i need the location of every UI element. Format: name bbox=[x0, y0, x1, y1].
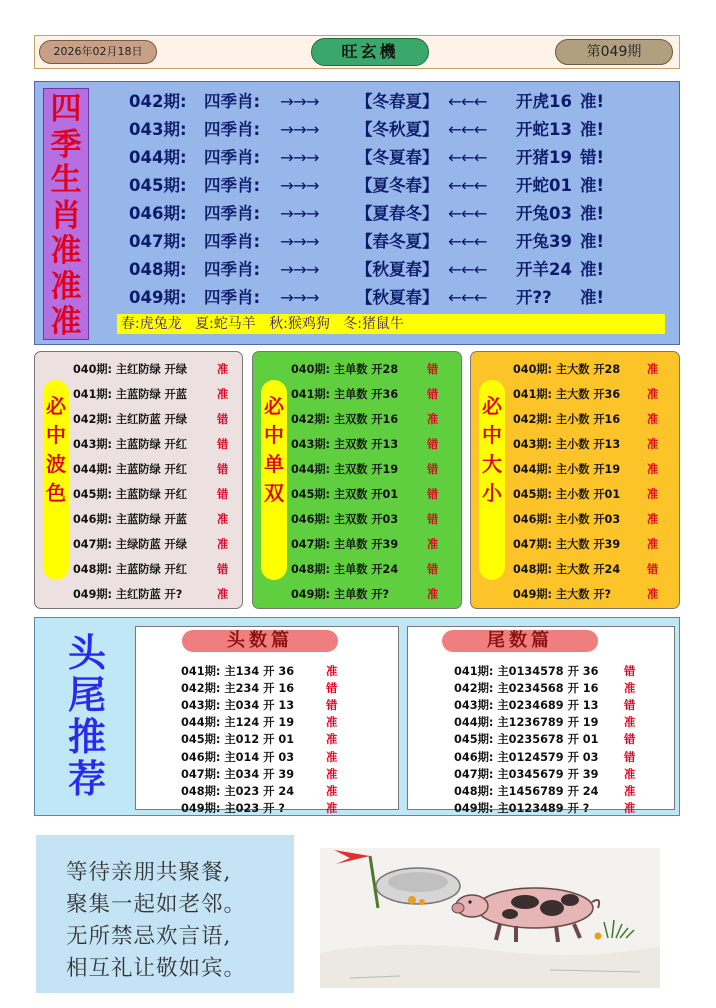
result-badge: 准 bbox=[624, 784, 636, 798]
list-item-text: 045期: 主小数 开01 bbox=[513, 488, 621, 501]
list-item-text: 042期: 主小数 开16 bbox=[513, 413, 621, 426]
result-badge: 错 bbox=[624, 750, 636, 764]
list-item-text: 042期: 主双数 开16 bbox=[291, 413, 399, 426]
list-item bbox=[291, 382, 439, 407]
arrow-right-icon: →→→ bbox=[280, 260, 319, 279]
label-char: 小 bbox=[482, 481, 502, 505]
list-item-text: 040期: 主红防绿 开绿 bbox=[73, 363, 187, 376]
arrow-right-icon: →→→ bbox=[280, 232, 319, 251]
list-item bbox=[181, 766, 338, 783]
list-item-text: 045期: 主012 开 01 bbox=[181, 733, 295, 747]
label-char: 荐 bbox=[67, 756, 106, 801]
result-badge: 准 bbox=[647, 463, 659, 476]
list-item bbox=[513, 582, 659, 607]
odd-even-box bbox=[252, 351, 462, 609]
list-item bbox=[291, 482, 439, 507]
list-item bbox=[181, 714, 338, 731]
label-char: 准 bbox=[50, 233, 82, 269]
list-item bbox=[73, 507, 229, 532]
season-row-open: 开蛇01 bbox=[516, 176, 572, 195]
result-badge: 准 bbox=[647, 438, 659, 451]
list-item-text: 048期: 主023 开 24 bbox=[181, 784, 295, 798]
list-item bbox=[291, 457, 439, 482]
result-badge: 错 bbox=[427, 563, 439, 576]
list-item bbox=[181, 697, 338, 714]
season-row-label: 四季肖: bbox=[204, 148, 261, 167]
poem-line: 等待亲朋共聚餐, bbox=[66, 860, 232, 885]
season-row-seasons: 【冬夏春】 bbox=[356, 148, 439, 167]
list-item-text: 049期: 主023 开 ? bbox=[181, 801, 285, 815]
result-badge: 准 bbox=[326, 767, 338, 781]
list-item-text: 048期: 主蓝防绿 开红 bbox=[73, 563, 187, 576]
result-badge: 错 bbox=[647, 563, 659, 576]
list-item bbox=[513, 482, 659, 507]
result-badge: 准 bbox=[647, 388, 659, 401]
label-char: 双 bbox=[264, 481, 284, 505]
list-item bbox=[291, 432, 439, 457]
arrow-right-icon: →→→ bbox=[280, 148, 319, 167]
season-row-issue: 043期: bbox=[129, 120, 187, 139]
season-row-result: 准! bbox=[580, 288, 605, 307]
list-item bbox=[513, 532, 659, 557]
result-badge: 错 bbox=[624, 699, 636, 713]
result-badge: 错 bbox=[427, 363, 439, 376]
list-item-text: 042期: 主红防蓝 开绿 bbox=[73, 413, 187, 426]
result-badge: 准 bbox=[326, 784, 338, 798]
result-badge: 准 bbox=[647, 488, 659, 501]
season-row-label: 四季肖: bbox=[204, 232, 261, 251]
label-char: 准 bbox=[50, 304, 82, 340]
result-badge: 错 bbox=[217, 463, 229, 476]
arrow-left-icon: ←←← bbox=[448, 204, 487, 223]
result-badge: 错 bbox=[427, 388, 439, 401]
result-badge: 错 bbox=[217, 438, 229, 451]
list-item-text: 041期: 主大数 开36 bbox=[513, 388, 621, 401]
list-item-text: 040期: 主大数 开28 bbox=[513, 363, 621, 376]
season-row-open: 开?? bbox=[516, 288, 552, 307]
result-badge: 错 bbox=[427, 463, 439, 476]
list-item bbox=[181, 680, 338, 697]
list-item bbox=[454, 731, 636, 748]
season-row-result: 准! bbox=[580, 120, 605, 139]
list-item bbox=[291, 407, 439, 432]
list-item bbox=[454, 680, 636, 697]
list-item bbox=[513, 457, 659, 482]
season-row-result: 错! bbox=[580, 148, 605, 167]
list-item-text: 046期: 主双数 开03 bbox=[291, 513, 399, 526]
result-badge: 准 bbox=[217, 363, 229, 376]
season-row bbox=[129, 88, 604, 115]
result-badge: 准 bbox=[647, 588, 659, 601]
result-badge: 准 bbox=[624, 716, 636, 730]
list-item-text: 046期: 主蓝防绿 开蓝 bbox=[73, 513, 187, 526]
list-item bbox=[73, 407, 229, 432]
arrow-left-icon: ←←← bbox=[448, 120, 487, 139]
arrow-left-icon: ←←← bbox=[448, 148, 487, 167]
result-badge: 错 bbox=[217, 488, 229, 501]
label-char: 波 bbox=[46, 452, 66, 476]
tail-number-box bbox=[407, 626, 675, 815]
head-number-box bbox=[135, 626, 399, 815]
list-item-text: 047期: 主单数 开39 bbox=[291, 538, 399, 551]
list-item bbox=[454, 663, 636, 680]
list-item-text: 044期: 主小数 开19 bbox=[513, 463, 621, 476]
result-badge: 准 bbox=[217, 388, 229, 401]
result-badge: 准 bbox=[326, 801, 338, 815]
arrow-left-icon: ←←← bbox=[448, 176, 487, 195]
season-row-result: 准! bbox=[580, 92, 605, 111]
label-char: 准 bbox=[50, 268, 82, 305]
season-row-label: 四季肖: bbox=[204, 204, 261, 223]
head-tail-panel bbox=[34, 617, 680, 816]
label-char: 中 bbox=[264, 423, 284, 447]
result-badge: 准 bbox=[647, 363, 659, 376]
season-row bbox=[129, 228, 604, 255]
list-item-text: 049期: 主红防蓝 开? bbox=[73, 588, 183, 601]
result-badge: 准 bbox=[326, 750, 338, 764]
arrow-left-icon: ←←← bbox=[448, 92, 487, 111]
result-badge: 准 bbox=[326, 716, 338, 730]
pig-flag-illustration bbox=[320, 838, 660, 996]
list-item-text: 043期: 主0234689 开 13 bbox=[454, 699, 599, 713]
odd-even-label bbox=[261, 380, 287, 580]
result-badge: 错 bbox=[217, 563, 229, 576]
list-item-text: 040期: 主单数 开28 bbox=[291, 363, 399, 376]
list-item-text: 044期: 主双数 开19 bbox=[291, 463, 399, 476]
list-item bbox=[181, 663, 338, 680]
result-badge: 错 bbox=[326, 699, 338, 713]
list-item-text: 049期: 主大数 开? bbox=[513, 588, 612, 601]
list-item bbox=[181, 800, 338, 817]
result-badge: 准 bbox=[427, 588, 439, 601]
wave-color-label bbox=[43, 380, 69, 580]
label-char: 中 bbox=[46, 423, 66, 447]
big-small-box bbox=[470, 351, 680, 609]
list-item bbox=[73, 557, 229, 582]
season-row-label: 四季肖: bbox=[204, 120, 261, 139]
list-item bbox=[454, 714, 636, 731]
label-char: 必 bbox=[264, 394, 284, 418]
poem-line: 无所禁忌欢言语, bbox=[66, 924, 232, 949]
list-item-text: 049期: 主0123489 开 ? bbox=[454, 801, 590, 815]
list-item-text: 045期: 主双数 开01 bbox=[291, 488, 399, 501]
list-item-text: 046期: 主014 开 03 bbox=[181, 750, 295, 764]
tail-number-title: 尾数篇 bbox=[442, 630, 598, 652]
season-row-issue: 044期: bbox=[129, 148, 187, 167]
list-item bbox=[73, 432, 229, 457]
season-row-seasons: 【春冬夏】 bbox=[356, 232, 439, 251]
season-zodiac-label bbox=[43, 88, 89, 340]
list-item bbox=[181, 783, 338, 800]
list-item bbox=[73, 357, 229, 382]
season-row-open: 开猪19 bbox=[516, 148, 572, 167]
list-item bbox=[181, 749, 338, 766]
list-item bbox=[513, 432, 659, 457]
list-item-text: 041期: 主134 开 36 bbox=[181, 665, 295, 678]
season-legend: 春:虎兔龙 夏:蛇马羊 秋:猴鸡狗 冬:猪鼠牛 bbox=[117, 314, 665, 334]
list-item bbox=[291, 507, 439, 532]
season-row bbox=[129, 284, 604, 311]
list-item-text: 043期: 主小数 开13 bbox=[513, 438, 621, 451]
result-badge: 错 bbox=[326, 682, 338, 696]
season-row-label: 四季肖: bbox=[204, 176, 261, 195]
date-pill: 2026年02月18日 bbox=[39, 40, 157, 64]
list-item-text: 041期: 主0134578 开 36 bbox=[454, 665, 599, 678]
arrow-right-icon: →→→ bbox=[280, 288, 319, 307]
list-item bbox=[73, 482, 229, 507]
result-badge: 准 bbox=[647, 413, 659, 426]
list-item-text: 049期: 主单数 开? bbox=[291, 588, 390, 601]
season-row bbox=[129, 200, 604, 227]
season-row-seasons: 【秋夏春】 bbox=[356, 288, 439, 307]
label-char: 尾 bbox=[67, 672, 106, 717]
list-item-text: 043期: 主蓝防绿 开红 bbox=[73, 438, 187, 451]
list-item bbox=[73, 582, 229, 607]
pig-illustration-svg bbox=[320, 838, 660, 996]
header-bar bbox=[34, 35, 680, 69]
list-item bbox=[291, 582, 439, 607]
label-char: 色 bbox=[46, 481, 66, 505]
head-number-title: 头数篇 bbox=[182, 630, 338, 652]
label-char: 肖 bbox=[50, 197, 82, 234]
season-row-issue: 048期: bbox=[129, 260, 187, 279]
season-row-open: 开兔03 bbox=[516, 204, 572, 223]
list-item bbox=[454, 766, 636, 783]
poem-line: 相互礼让敬如宾。 bbox=[66, 956, 247, 981]
result-badge: 准 bbox=[326, 665, 338, 678]
list-item-text: 042期: 主0234568 开 16 bbox=[454, 682, 599, 696]
list-item-text: 047期: 主绿防蓝 开绿 bbox=[73, 538, 187, 551]
season-row-open: 开虎16 bbox=[516, 92, 572, 111]
list-item-text: 046期: 主0124579 开 03 bbox=[454, 750, 599, 764]
season-row-seasons: 【夏春冬】 bbox=[356, 204, 439, 223]
result-badge: 准 bbox=[624, 801, 636, 815]
label-char: 中 bbox=[482, 423, 502, 447]
label-char: 四 bbox=[50, 91, 82, 127]
result-badge: 准 bbox=[427, 413, 439, 426]
list-item bbox=[181, 731, 338, 748]
season-row-issue: 042期: bbox=[129, 92, 187, 111]
season-row-result: 准! bbox=[580, 176, 605, 195]
label-char: 必 bbox=[46, 394, 66, 418]
arrow-left-icon: ←←← bbox=[448, 260, 487, 279]
arrow-left-icon: ←←← bbox=[448, 232, 487, 251]
arrow-right-icon: →→→ bbox=[280, 92, 319, 111]
list-item-text: 044期: 主蓝防绿 开红 bbox=[73, 463, 187, 476]
season-row-seasons: 【冬春夏】 bbox=[356, 92, 439, 111]
label-char: 推 bbox=[67, 714, 106, 759]
season-row-issue: 047期: bbox=[129, 232, 187, 251]
list-item bbox=[513, 557, 659, 582]
arrow-left-icon: ←←← bbox=[448, 288, 487, 307]
list-item bbox=[454, 783, 636, 800]
result-badge: 错 bbox=[427, 438, 439, 451]
list-item-text: 041期: 主蓝防绿 开蓝 bbox=[73, 388, 187, 401]
list-item-text: 047期: 主0345679 开 39 bbox=[454, 767, 599, 781]
season-row-label: 四季肖: bbox=[204, 260, 261, 279]
season-row-result: 准! bbox=[580, 204, 605, 223]
list-item-text: 045期: 主蓝防绿 开红 bbox=[73, 488, 187, 501]
label-char: 大 bbox=[482, 452, 502, 476]
season-row-issue: 045期: bbox=[129, 176, 187, 195]
result-badge: 错 bbox=[624, 665, 636, 678]
list-item bbox=[513, 382, 659, 407]
list-item bbox=[513, 407, 659, 432]
result-badge: 准 bbox=[217, 513, 229, 526]
list-item-text: 047期: 主034 开 39 bbox=[181, 767, 295, 781]
list-item-text: 048期: 主大数 开24 bbox=[513, 563, 621, 576]
list-item-text: 044期: 主1236789 开 19 bbox=[454, 716, 599, 730]
season-zodiac-panel bbox=[34, 81, 680, 345]
head-tail-label bbox=[47, 632, 127, 812]
list-item-text: 046期: 主小数 开03 bbox=[513, 513, 621, 526]
result-badge: 错 bbox=[624, 733, 636, 747]
list-item-text: 043期: 主034 开 13 bbox=[181, 699, 295, 713]
season-row-seasons: 【冬秋夏】 bbox=[356, 120, 439, 139]
list-item bbox=[454, 749, 636, 766]
page-title: 旺玄機 bbox=[311, 38, 429, 66]
season-row-issue: 046期: bbox=[129, 204, 187, 223]
list-item-text: 048期: 主单数 开24 bbox=[291, 563, 399, 576]
result-badge: 准 bbox=[326, 733, 338, 747]
list-item bbox=[513, 507, 659, 532]
result-badge: 准 bbox=[427, 538, 439, 551]
poem-box bbox=[36, 835, 294, 993]
list-item-text: 042期: 主234 开 16 bbox=[181, 682, 295, 696]
season-row-label: 四季肖: bbox=[204, 288, 261, 307]
season-row bbox=[129, 144, 604, 171]
issue-pill: 第049期 bbox=[555, 39, 673, 65]
list-item bbox=[291, 357, 439, 382]
season-row-issue: 049期: bbox=[129, 288, 187, 307]
label-char: 季 bbox=[50, 126, 82, 163]
big-small-label bbox=[479, 380, 505, 580]
result-badge: 错 bbox=[217, 413, 229, 426]
result-badge: 准 bbox=[624, 682, 636, 696]
season-row bbox=[129, 116, 604, 143]
result-badge: 准 bbox=[217, 538, 229, 551]
list-item bbox=[513, 357, 659, 382]
arrow-right-icon: →→→ bbox=[280, 120, 319, 139]
label-char: 头 bbox=[67, 630, 106, 675]
season-row-open: 开蛇13 bbox=[516, 120, 572, 139]
season-row-seasons: 【夏冬春】 bbox=[356, 176, 439, 195]
label-char: 生 bbox=[50, 162, 82, 198]
list-item bbox=[291, 557, 439, 582]
result-badge: 准 bbox=[217, 588, 229, 601]
result-badge: 错 bbox=[427, 513, 439, 526]
arrow-right-icon: →→→ bbox=[280, 176, 319, 195]
list-item bbox=[291, 532, 439, 557]
list-item bbox=[454, 697, 636, 714]
season-row bbox=[129, 256, 604, 283]
list-item-text: 045期: 主0235678 开 01 bbox=[454, 733, 599, 747]
list-item bbox=[73, 457, 229, 482]
label-char: 单 bbox=[264, 452, 284, 476]
list-item bbox=[454, 800, 636, 817]
arrow-right-icon: →→→ bbox=[280, 204, 319, 223]
season-row-seasons: 【秋夏春】 bbox=[356, 260, 439, 279]
season-row-result: 准! bbox=[580, 260, 605, 279]
result-badge: 准 bbox=[647, 538, 659, 551]
list-item-text: 048期: 主1456789 开 24 bbox=[454, 784, 599, 798]
season-row-open: 开羊24 bbox=[516, 260, 572, 279]
season-row-label: 四季肖: bbox=[204, 92, 261, 111]
result-badge: 准 bbox=[624, 767, 636, 781]
poem-line: 聚集一起如老邻。 bbox=[66, 892, 247, 917]
season-row bbox=[129, 172, 604, 199]
season-row-result: 准! bbox=[580, 232, 605, 251]
season-row-open: 开兔39 bbox=[516, 232, 572, 251]
result-badge: 准 bbox=[647, 513, 659, 526]
label-char: 必 bbox=[482, 394, 502, 418]
result-badge: 错 bbox=[427, 488, 439, 501]
list-item-text: 043期: 主双数 开13 bbox=[291, 438, 399, 451]
list-item bbox=[73, 382, 229, 407]
list-item bbox=[73, 532, 229, 557]
list-item-text: 047期: 主大数 开39 bbox=[513, 538, 621, 551]
wave-color-box bbox=[34, 351, 243, 609]
list-item-text: 044期: 主124 开 19 bbox=[181, 716, 295, 730]
list-item-text: 041期: 主单数 开36 bbox=[291, 388, 399, 401]
